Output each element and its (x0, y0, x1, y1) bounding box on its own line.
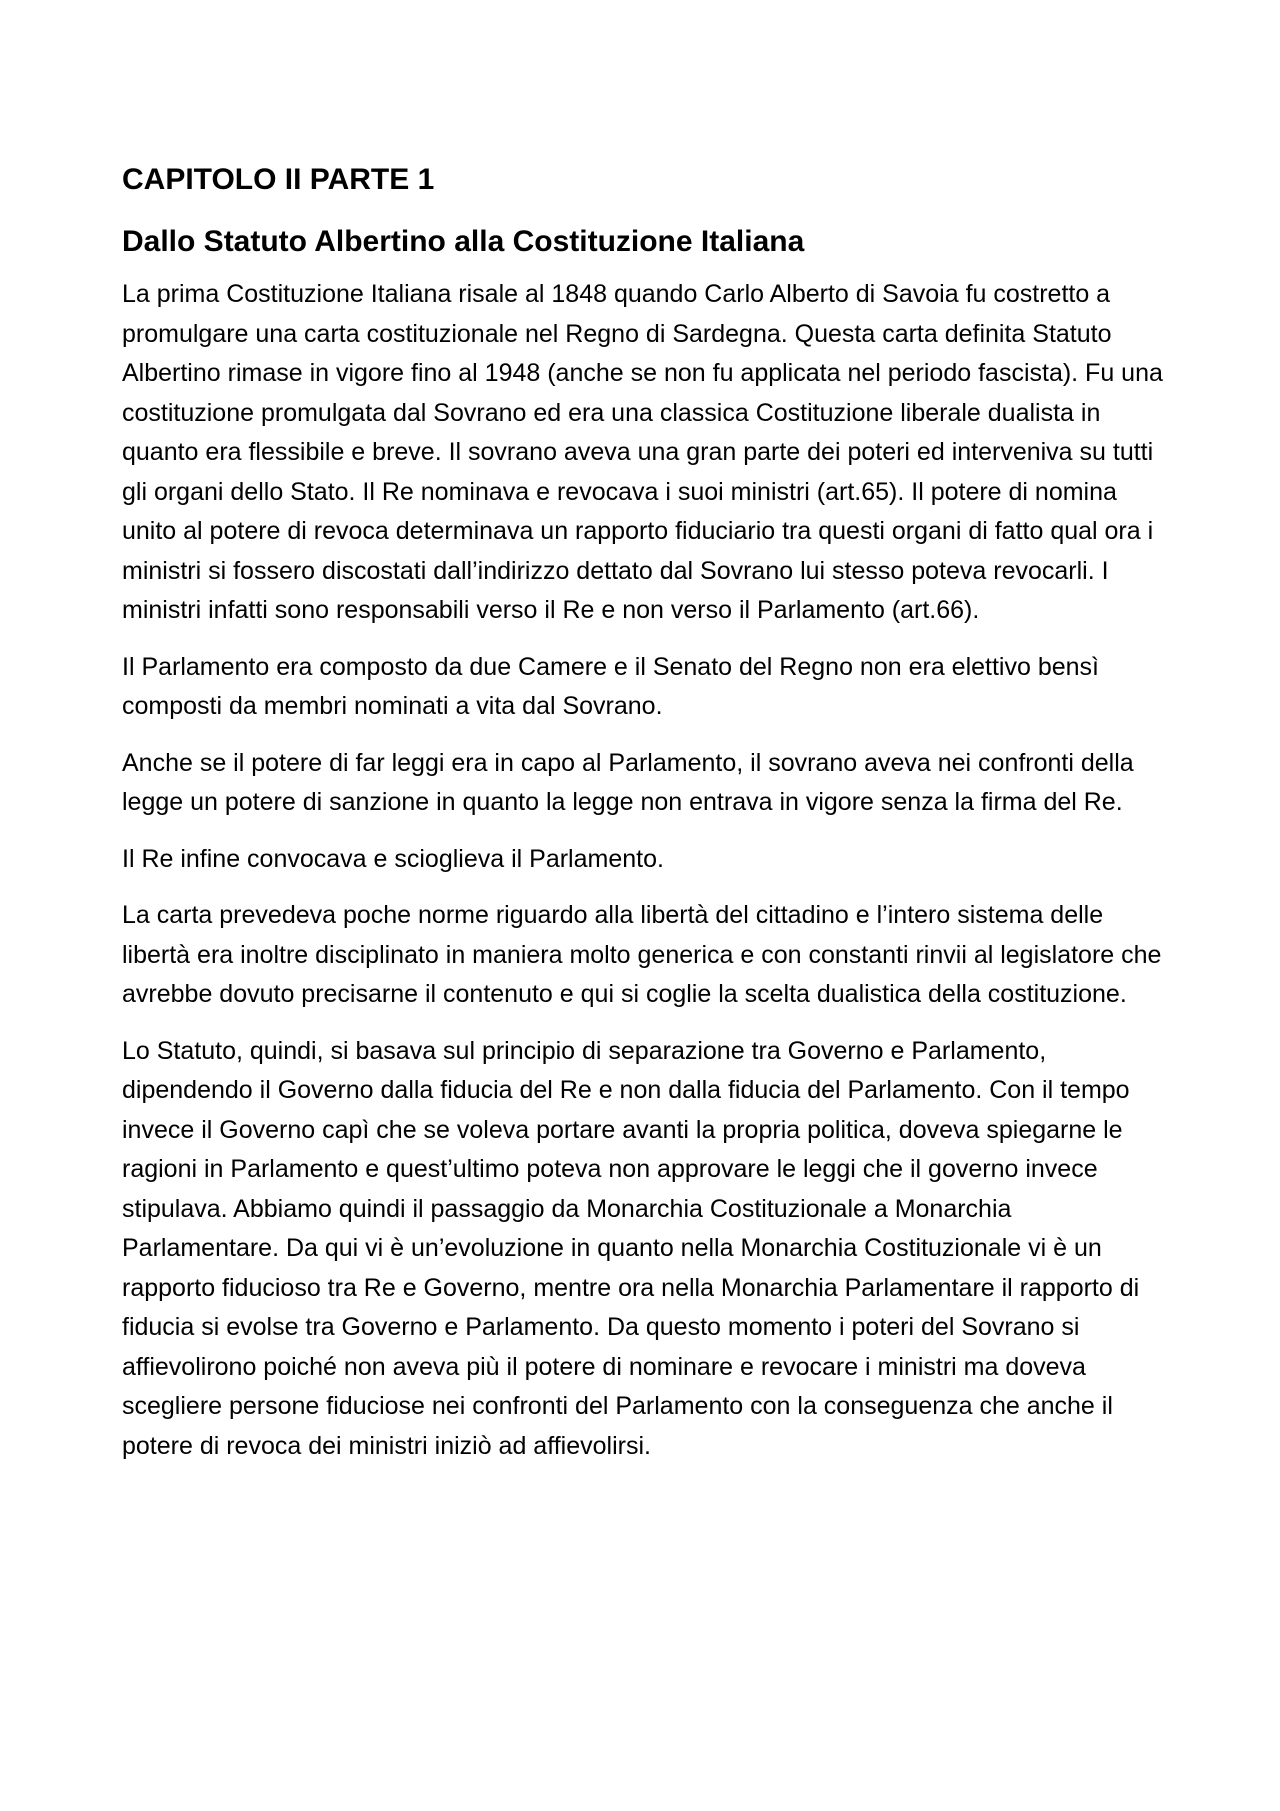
paragraph-citizen-freedoms: La carta prevedeva poche norme riguardo alla libertà del cittadino e l’intero sistema delle libertà era inoltre disciplinato in maniera molto generica e con constanti rinvii al legislatore che avrebbe dovuto precisarne il contenuto e qui si coglie la scelta dualistica della costituzione. (122, 901, 1162, 1008)
paragraph-law-sanction: Anche se il potere di far leggi era in capo al Parlamento, il sovrano aveva nei confronti della legge un potere di sanzione in quanto la legge non entrava in vigore senza la firma del Re. (122, 748, 1134, 816)
document-body (122, 140, 1172, 1483)
document-title: Dallo Statuto Albertino alla Costituzione Italiana (122, 225, 805, 258)
paragraph-king-convocation: Il Re infine convocava e scioglieva il Parlamento. (122, 844, 664, 873)
paragraph-parliament-composition: Il Parlamento era composto da due Camere e il Senato del Regno non era elettivo bensì composti da membri nominati a vita dal Sovrano. (122, 652, 1099, 720)
paragraph-parliamentary-monarchy: Lo Statuto, quindi, si basava sul principio di separazione tra Governo e Parlamento, dipendendo il Governo dalla fiducia del Re e non dalla fiducia del Parlamento. Con il tempo invece il Governo capì che se voleva portare avanti la propria politica, doveva spiegarne le ragioni in Parlamento e quest’ultimo poteva non approvare le leggi che il governo invece stipulava. Abbiamo quindi il passaggio da Monarchia Costituzionale a Monarchia Parlamentare. Da qui vi è un’evoluzione in quanto nella Monarchia Costituzionale vi è un rapporto fiducioso tra Re e Governo, mentre ora nella Monarchia Parlamentare il rapporto di fiducia si evolse tra Governo e Parlamento. Da questo momento i poteri del Sovrano si affievolirono poiché non aveva più il potere di nominare e revocare i ministri ma doveva scegliere persone fiduciose nei confronti del Parlamento con la conseguenza che anche il potere di revoca dei ministri iniziò ad affievolirsi. (122, 1036, 1140, 1460)
chapter-heading: CAPITOLO II PARTE 1 (122, 163, 435, 196)
paragraph-statuto-origin: La prima Costituzione Italiana risale al 1848 quando Carlo Alberto di Savoia fu costretto a promulgare una carta costituzionale nel Regno di Sardegna. Questa carta definita Statuto Albertino rimase in vigore fino al 1948 (anche se non fu applicata nel periodo fascista). Fu una costituzione promulgata dal Sovrano ed era una classica Costituzione liberale dualista in quanto era flessibile e breve. Il sovrano aveva una gran parte dei poteri ed interveniva su tutti gli organi dello Stato. Il Re nominava e revocava i suoi ministri (art.65). Il potere di nomina unito al potere di revoca determinava un rapporto fiduciario tra questi organi di fatto qual ora i ministri si fossero discostati dall’indirizzo dettato dal Sovrano lui stesso poteva revocarli. I ministri infatti sono responsabili verso il Re e non verso il Parlamento (art.66). (122, 280, 1163, 624)
